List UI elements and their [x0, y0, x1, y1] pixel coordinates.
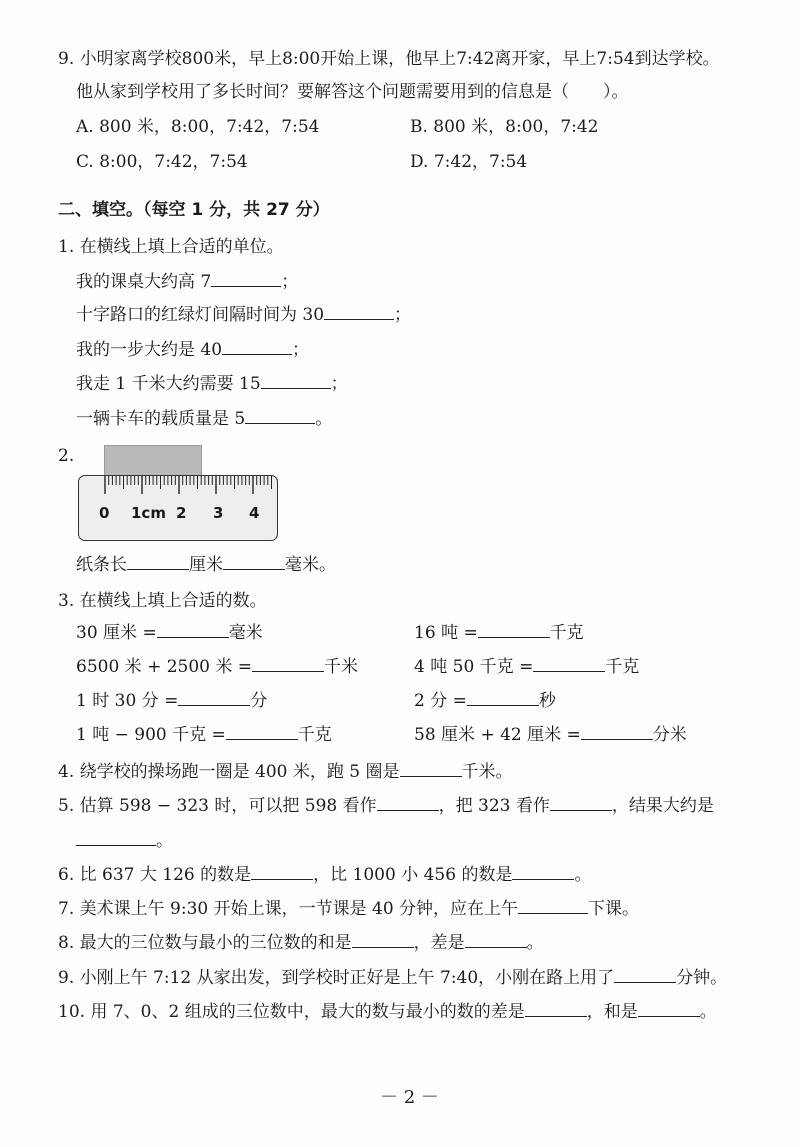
ruler-label-4: 4 — [249, 504, 260, 522]
f3-r1l-blank[interactable] — [157, 621, 229, 638]
f3-r4l-unit: 千克 — [297, 725, 332, 745]
f2-text-mid: 厘米 — [189, 555, 223, 575]
f3-r4r-blank[interactable] — [581, 723, 653, 740]
f3-r3r-text: 2 分 = — [414, 691, 467, 711]
f1-c-blank[interactable] — [222, 338, 292, 355]
f7-blank[interactable] — [518, 897, 588, 914]
f10-text-pre: 10. 用 7、0、2 组成的三位数中，最大的数与最小的数的差是 — [58, 1002, 525, 1022]
f5-line1 — [58, 794, 714, 817]
f1-b-blank[interactable] — [324, 303, 394, 320]
f4-blank[interactable] — [400, 760, 462, 777]
f5-text-pre: 5. 估算 598 − 323 时，可以把 598 看作 — [58, 796, 377, 816]
f9-blank[interactable] — [614, 966, 676, 983]
f10-blank-2[interactable] — [638, 1000, 700, 1017]
f4-line — [58, 760, 513, 783]
f3-r3-right — [414, 689, 556, 712]
f6-blank-1[interactable] — [251, 863, 313, 880]
f3-r1r-unit: 千克 — [549, 623, 584, 643]
f1-d-text: 我走 1 千米大约需要 15 — [76, 374, 261, 394]
f7-end: 下课。 — [588, 899, 640, 919]
f3-r2-right — [414, 655, 639, 678]
f3-r1-left — [76, 621, 263, 644]
f1-c-text: 我的一步大约是 40 — [76, 340, 223, 360]
f3-r3r-blank[interactable] — [467, 689, 539, 706]
f3-r2l-blank[interactable] — [252, 655, 324, 672]
f3-r2l-unit: 千米 — [324, 657, 359, 677]
f6-text-pre: 6. 比 637 大 126 的数是 — [58, 865, 252, 885]
f3-r4-right — [414, 723, 687, 746]
f4-text: 4. 绕学校的操场跑一圈是 400 米，跑 5 圈是 — [58, 762, 400, 782]
ruler-figure — [78, 445, 278, 541]
f2-mm-blank[interactable] — [223, 553, 285, 570]
f5-line2 — [76, 829, 173, 852]
f1-item-a — [76, 270, 298, 293]
f9-text: 9. 小刚上午 7:12 从家出发，到学校时正好是上午 7:40，小刚在路上用了 — [58, 968, 615, 988]
f1-item-d — [76, 372, 348, 395]
f3-r1l-text: 30 厘米 = — [76, 623, 157, 643]
f3-r1r-blank[interactable] — [478, 621, 550, 638]
f1-c-end: ； — [292, 340, 310, 360]
f2-answer-line — [76, 553, 336, 576]
f2-text-pre: 纸条长 — [76, 555, 127, 575]
q9-option-c[interactable]: C. 8:00，7:42，7:54 — [76, 152, 248, 172]
page-number: － 2 － — [380, 1087, 439, 1108]
f5-blank-2[interactable] — [550, 794, 612, 811]
f3-r3l-text: 1 时 30 分 = — [76, 691, 179, 711]
f3-r2r-unit: 千克 — [605, 657, 640, 677]
f3-r1-right — [414, 621, 584, 644]
f9-line — [58, 966, 727, 989]
q9-line2 — [76, 81, 629, 103]
f1-a-end: ； — [281, 272, 299, 292]
f8-text-mid: ，差是 — [413, 933, 465, 953]
f5-text-post: ，结果大约是 — [611, 796, 714, 816]
q9-line1: 9. 小明家离学校800米，早上8:00开始上课，他早上7:42离开家，早上7:54到达学校。 — [58, 49, 720, 69]
f2-cm-blank[interactable] — [127, 553, 189, 570]
f8-blank-1[interactable] — [352, 931, 414, 948]
paper-strip — [104, 445, 202, 477]
f8-text-pre: 8. 最大的三位数与最小的三位数的和是 — [58, 933, 352, 953]
f6-text-mid: ，比 1000 小 456 的数是 — [313, 865, 513, 885]
f2-text-post: 毫米。 — [285, 555, 336, 575]
q9-option-b[interactable]: B. 800 米，8:00，7:42 — [410, 117, 599, 137]
f10-text-mid: ，和是 — [586, 1002, 638, 1022]
f3-r2l-text: 6500 米 + 2500 米 = — [76, 657, 253, 677]
f1-a-blank[interactable] — [211, 270, 281, 287]
f3-title: 3. 在横线上填上合适的数。 — [58, 591, 267, 611]
f9-end: 分钟。 — [676, 968, 728, 988]
f10-end: 。 — [699, 1002, 717, 1022]
ruler-label-2: 2 — [176, 504, 187, 522]
f3-r1l-unit: 毫米 — [228, 623, 263, 643]
f1-d-blank[interactable] — [261, 372, 331, 389]
q9-option-d[interactable]: D. 7:42，7:54 — [410, 152, 528, 172]
f3-r4r-unit: 分米 — [652, 725, 687, 745]
f3-r3r-unit: 秒 — [538, 691, 556, 711]
q9-line2-end: ）。 — [603, 82, 629, 102]
f7-text: 7. 美术课上午 9:30 开始上课，一节课是 40 分钟，应在上午 — [58, 899, 519, 919]
f8-end: 。 — [526, 933, 544, 953]
f3-r2r-blank[interactable] — [533, 655, 605, 672]
f3-r4l-blank[interactable] — [226, 723, 298, 740]
ruler-label-1: 1cm — [131, 504, 166, 522]
f6-blank-2[interactable] — [512, 863, 574, 880]
f10-blank-1[interactable] — [525, 1000, 587, 1017]
f7-line — [58, 897, 639, 920]
ruler — [78, 475, 278, 541]
f3-r4l-text: 1 吨 − 900 千克 = — [76, 725, 226, 745]
f1-e-text: 一辆卡车的载质量是 5 — [76, 409, 246, 429]
f6-line — [58, 863, 591, 886]
f5-blank-3[interactable] — [76, 829, 156, 846]
f1-e-end: 。 — [315, 409, 333, 429]
f3-r3-left — [76, 689, 267, 712]
f3-r2r-text: 4 吨 50 千克 = — [414, 657, 534, 677]
f5-text-mid: ，把 323 看作 — [438, 796, 550, 816]
f5-blank-1[interactable] — [377, 794, 439, 811]
f2-number: 2. — [58, 446, 75, 466]
f5-end: 。 — [156, 831, 173, 851]
ruler-label-0: 0 — [99, 504, 110, 522]
f1-item-b — [76, 303, 411, 326]
f1-b-text: 十字路口的红绿灯间隔时间为 30 — [76, 305, 325, 325]
f3-r2-left — [76, 655, 358, 678]
f3-r3l-blank[interactable] — [178, 689, 250, 706]
f6-end: 。 — [574, 865, 592, 885]
section-title: 二、填空。（每空 1 分，共 27 分） — [58, 200, 330, 220]
f8-line — [58, 931, 544, 954]
f1-b-end: ； — [394, 305, 412, 325]
f3-r4r-text: 58 厘米 + 42 厘米 = — [414, 725, 581, 745]
f3-r3l-unit: 分 — [250, 691, 268, 711]
f1-d-end: ； — [330, 374, 348, 394]
f8-blank-2[interactable] — [465, 931, 527, 948]
ruler-label-3: 3 — [213, 504, 224, 522]
q9-line2-text: 他从家到学校用了多长时间？要解答这个问题需要用到的信息是（ — [76, 82, 569, 102]
f1-a-text: 我的课桌大约高 7 — [76, 272, 212, 292]
f1-item-c — [76, 338, 309, 361]
f3-r4-left — [76, 723, 332, 746]
f10-line — [58, 1000, 717, 1023]
q9-option-a[interactable]: A. 800 米，8:00，7:42，7:54 — [76, 117, 320, 137]
f1-e-blank[interactable] — [245, 407, 315, 424]
f1-title: 1. 在横线上填上合适的单位。 — [58, 237, 284, 257]
f4-end: 千米。 — [461, 762, 513, 782]
f3-r1r-text: 16 吨 = — [414, 623, 478, 643]
f1-item-e — [76, 407, 332, 430]
